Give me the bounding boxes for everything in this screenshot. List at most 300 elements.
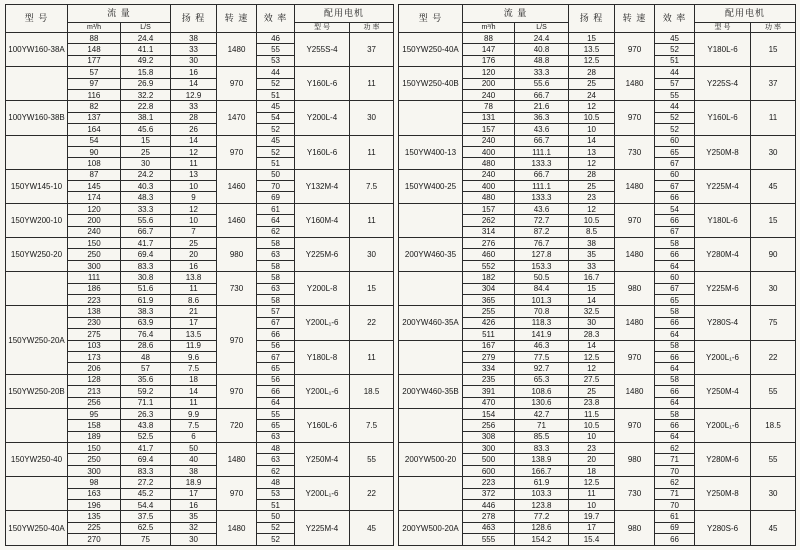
efficiency-cell: 58 — [257, 238, 295, 249]
flow-m3h-cell: 82 — [68, 101, 121, 112]
flow-m3h-cell: 98 — [68, 477, 121, 488]
table-row — [399, 203, 796, 214]
header-head: 扬 程 — [171, 5, 217, 33]
head-cell: 25 — [171, 238, 217, 249]
model-cell — [6, 67, 68, 101]
efficiency-cell: 63 — [257, 454, 295, 465]
flow-m3h-cell: 460 — [463, 249, 515, 260]
head-cell: 10 — [171, 215, 217, 226]
model-cell: 150YW250-20 — [6, 238, 68, 272]
efficiency-cell: 55 — [257, 408, 295, 419]
head-cell: 24 — [569, 89, 615, 100]
efficiency-cell: 60 — [655, 135, 695, 146]
flow-m3h-cell: 157 — [463, 203, 515, 214]
flow-m3h-cell: 145 — [68, 181, 121, 192]
flow-m3h-cell: 240 — [463, 89, 515, 100]
flow-ls-cell: 25 — [121, 146, 171, 157]
flow-ls-cell: 26.9 — [121, 78, 171, 89]
efficiency-cell: 54 — [655, 203, 695, 214]
motor-model-cell: Y280M-6 — [695, 443, 751, 477]
motor-power-cell: 37 — [751, 67, 796, 101]
head-cell: 50 — [171, 443, 217, 454]
flow-m3h-cell: 223 — [68, 294, 121, 305]
head-cell: 10.5 — [569, 112, 615, 123]
speed-cell: 730 — [615, 477, 655, 511]
flow-ls-cell: 83.3 — [121, 465, 171, 476]
head-cell: 17 — [171, 317, 217, 328]
efficiency-cell: 52 — [257, 534, 295, 546]
head-cell: 15 — [569, 33, 615, 44]
model-cell: 150YW250-20A — [6, 306, 68, 374]
flow-m3h-cell: 255 — [463, 306, 515, 317]
flow-m3h-cell: 174 — [68, 192, 121, 203]
head-cell: 40 — [171, 454, 217, 465]
flow-ls-cell: 61.9 — [515, 477, 569, 488]
head-cell: 13.5 — [569, 44, 615, 55]
head-cell: 11.5 — [569, 408, 615, 419]
flow-m3h-cell: 334 — [463, 363, 515, 374]
head-cell: 7.5 — [171, 420, 217, 431]
head-cell: 14 — [569, 340, 615, 351]
head-cell: 14 — [569, 135, 615, 146]
flow-ls-cell: 48.8 — [515, 55, 569, 66]
motor-power-cell: 18.5 — [751, 408, 796, 442]
efficiency-cell: 63 — [257, 283, 295, 294]
flow-m3h-cell: 147 — [463, 44, 515, 55]
speed-cell: 980 — [217, 238, 257, 272]
table-row — [399, 306, 796, 317]
speed-cell: 980 — [615, 511, 655, 546]
table-row — [6, 101, 394, 112]
model-cell: 200YW460-35A — [399, 306, 463, 340]
flow-m3h-cell: 372 — [463, 488, 515, 499]
head-cell: 13 — [171, 169, 217, 180]
flow-ls-cell: 43.6 — [515, 124, 569, 135]
flow-ls-cell: 138.9 — [515, 454, 569, 465]
efficiency-cell: 50 — [257, 169, 295, 180]
flow-m3h-cell: 87 — [68, 169, 121, 180]
head-cell: 25 — [569, 181, 615, 192]
head-cell: 28.3 — [569, 329, 615, 340]
flow-m3h-cell: 279 — [463, 351, 515, 362]
efficiency-cell: 48 — [257, 477, 295, 488]
efficiency-cell: 69 — [257, 192, 295, 203]
efficiency-cell: 66 — [257, 386, 295, 397]
header-flow-ls: L/S — [515, 23, 569, 33]
model-cell: 150YW145-10 — [6, 169, 68, 203]
motor-model-cell: Y200L₁-6 — [295, 477, 350, 511]
flow-ls-cell: 41.7 — [121, 443, 171, 454]
motor-model-cell: Y250M-8 — [695, 135, 751, 169]
efficiency-cell: 51 — [257, 500, 295, 511]
flow-ls-cell: 46.3 — [515, 340, 569, 351]
table-row — [399, 67, 796, 78]
table-row — [6, 306, 394, 317]
motor-model-cell: Y160L-6 — [295, 67, 350, 101]
efficiency-cell: 44 — [257, 67, 295, 78]
efficiency-cell: 69 — [655, 522, 695, 533]
table-row — [399, 101, 796, 112]
speed-cell: 970 — [217, 67, 257, 101]
model-cell — [399, 340, 463, 374]
efficiency-cell: 61 — [655, 511, 695, 522]
head-cell: 12.5 — [569, 351, 615, 362]
motor-model-cell: Y225M-6 — [295, 238, 350, 272]
efficiency-cell: 63 — [257, 431, 295, 442]
flow-ls-cell: 37.5 — [121, 511, 171, 522]
table-row — [399, 272, 796, 283]
speed-cell: 1460 — [217, 169, 257, 203]
flow-m3h-cell: 400 — [463, 181, 515, 192]
efficiency-cell: 53 — [257, 55, 295, 66]
flow-m3h-cell: 304 — [463, 283, 515, 294]
head-cell: 16 — [171, 67, 217, 78]
head-cell: 30 — [569, 317, 615, 328]
flow-ls-cell: 50.5 — [515, 272, 569, 283]
flow-ls-cell: 54.4 — [121, 500, 171, 511]
flow-ls-cell: 55.6 — [121, 215, 171, 226]
flow-ls-cell: 69.4 — [121, 249, 171, 260]
head-cell: 10 — [569, 124, 615, 135]
flow-ls-cell: 72.7 — [515, 215, 569, 226]
flow-ls-cell: 128.6 — [515, 522, 569, 533]
flow-ls-cell: 166.7 — [515, 465, 569, 476]
motor-power-cell: 45 — [751, 169, 796, 203]
right-table-body — [399, 33, 796, 546]
efficiency-cell: 71 — [655, 488, 695, 499]
efficiency-cell: 62 — [257, 226, 295, 237]
table-row — [6, 443, 394, 454]
flow-m3h-cell: 426 — [463, 317, 515, 328]
header-motor-model: 型 号 — [295, 23, 350, 33]
flow-m3h-cell: 88 — [463, 33, 515, 44]
flow-m3h-cell: 308 — [463, 431, 515, 442]
flow-ls-cell: 127.8 — [515, 249, 569, 260]
flow-ls-cell: 30 — [121, 158, 171, 169]
speed-cell: 1480 — [615, 169, 655, 203]
model-cell: 200YW500-20A — [399, 511, 463, 546]
motor-power-cell: 55 — [751, 443, 796, 477]
motor-model-cell: Y160L-6 — [295, 135, 350, 169]
flow-ls-cell: 65.3 — [515, 374, 569, 385]
head-cell: 12 — [171, 203, 217, 214]
efficiency-cell: 57 — [655, 78, 695, 89]
motor-model-cell: Y160L-6 — [695, 101, 751, 135]
flow-ls-cell: 130.6 — [515, 397, 569, 408]
speed-cell: 1460 — [217, 203, 257, 237]
flow-m3h-cell: 275 — [68, 329, 121, 340]
flow-ls-cell: 49.2 — [121, 55, 171, 66]
flow-ls-cell: 103.3 — [515, 488, 569, 499]
speed-cell: 980 — [615, 443, 655, 477]
flow-ls-cell: 75 — [121, 534, 171, 546]
flow-m3h-cell: 148 — [68, 44, 121, 55]
flow-ls-cell: 38.3 — [121, 306, 171, 317]
efficiency-cell: 56 — [257, 340, 295, 351]
efficiency-cell: 58 — [655, 374, 695, 385]
motor-power-cell: 7.5 — [350, 408, 394, 442]
head-cell: 28 — [569, 67, 615, 78]
flow-m3h-cell: 138 — [68, 306, 121, 317]
efficiency-cell: 65 — [655, 294, 695, 305]
table-row — [6, 33, 394, 44]
flow-ls-cell: 38.1 — [121, 112, 171, 123]
efficiency-cell: 63 — [257, 249, 295, 260]
motor-model-cell: Y255S-4 — [295, 33, 350, 67]
flow-m3h-cell: 300 — [463, 443, 515, 454]
efficiency-cell: 53 — [257, 488, 295, 499]
motor-power-cell: 11 — [350, 203, 394, 237]
efficiency-cell: 52 — [655, 112, 695, 123]
flow-m3h-cell: 128 — [68, 374, 121, 385]
head-cell: 30 — [171, 534, 217, 546]
model-cell: 200YW460-35 — [399, 238, 463, 272]
head-cell: 20 — [171, 249, 217, 260]
flow-m3h-cell: 256 — [463, 420, 515, 431]
flow-ls-cell: 48 — [121, 351, 171, 362]
model-cell: 150YW250-20B — [6, 374, 68, 408]
model-cell — [399, 408, 463, 442]
motor-power-cell: 90 — [751, 238, 796, 272]
efficiency-cell: 64 — [655, 329, 695, 340]
flow-ls-cell: 48.3 — [121, 192, 171, 203]
efficiency-cell: 64 — [655, 431, 695, 442]
flow-m3h-cell: 177 — [68, 55, 121, 66]
head-cell: 14 — [171, 135, 217, 146]
flow-m3h-cell: 240 — [68, 226, 121, 237]
efficiency-cell: 66 — [655, 192, 695, 203]
model-cell — [399, 477, 463, 511]
header-model: 型 号 — [6, 5, 68, 33]
efficiency-cell: 65 — [257, 363, 295, 374]
flow-ls-cell: 63.9 — [121, 317, 171, 328]
head-cell: 33 — [569, 260, 615, 271]
flow-ls-cell: 66.7 — [515, 169, 569, 180]
motor-power-cell: 11 — [350, 67, 394, 101]
motor-power-cell: 18.5 — [350, 374, 394, 408]
flow-ls-cell: 51.6 — [121, 283, 171, 294]
flow-ls-cell: 71.1 — [121, 397, 171, 408]
head-cell: 10 — [569, 500, 615, 511]
motor-power-cell: 30 — [350, 101, 394, 135]
efficiency-cell: 70 — [655, 500, 695, 511]
head-cell: 28 — [569, 169, 615, 180]
header-flow: 流 量 — [463, 5, 569, 23]
efficiency-cell: 71 — [655, 454, 695, 465]
table-row — [6, 238, 394, 249]
head-cell: 23.8 — [569, 397, 615, 408]
header-efficiency: 效 率 — [655, 5, 695, 33]
motor-model-cell: Y250M-8 — [695, 477, 751, 511]
speed-cell: 1480 — [217, 443, 257, 477]
head-cell: 8.6 — [171, 294, 217, 305]
efficiency-cell: 51 — [257, 89, 295, 100]
flow-m3h-cell: 391 — [463, 386, 515, 397]
motor-power-cell: 30 — [751, 477, 796, 511]
efficiency-cell: 60 — [655, 169, 695, 180]
efficiency-cell: 58 — [257, 260, 295, 271]
head-cell: 12 — [569, 158, 615, 169]
efficiency-cell: 45 — [257, 135, 295, 146]
header-power: 功 率 — [751, 23, 796, 33]
model-cell: 200YW500-20 — [399, 443, 463, 477]
efficiency-cell: 51 — [655, 55, 695, 66]
head-cell: 21 — [171, 306, 217, 317]
head-cell: 10 — [569, 431, 615, 442]
head-cell: 27.5 — [569, 374, 615, 385]
speed-cell: 970 — [217, 135, 257, 169]
flow-m3h-cell: 250 — [68, 454, 121, 465]
flow-ls-cell: 101.3 — [515, 294, 569, 305]
motor-power-cell: 45 — [350, 511, 394, 546]
flow-m3h-cell: 176 — [463, 55, 515, 66]
head-cell: 33 — [171, 44, 217, 55]
head-cell: 23 — [569, 443, 615, 454]
efficiency-cell: 54 — [257, 112, 295, 123]
table-row — [6, 135, 394, 146]
left-table-body — [6, 33, 394, 546]
efficiency-cell: 55 — [257, 44, 295, 55]
speed-cell: 970 — [217, 374, 257, 408]
head-cell: 35 — [569, 249, 615, 260]
head-cell: 12 — [171, 146, 217, 157]
motor-power-cell: 30 — [751, 272, 796, 306]
flow-m3h-cell: 480 — [463, 192, 515, 203]
efficiency-cell: 58 — [655, 238, 695, 249]
efficiency-cell: 66 — [655, 249, 695, 260]
flow-ls-cell: 71 — [515, 420, 569, 431]
efficiency-cell: 62 — [655, 477, 695, 488]
flow-ls-cell: 43.8 — [121, 420, 171, 431]
table-row — [399, 511, 796, 522]
efficiency-cell: 67 — [257, 351, 295, 362]
efficiency-cell: 66 — [655, 386, 695, 397]
model-cell: 150YW400-25 — [399, 169, 463, 203]
flow-ls-cell: 118.3 — [515, 317, 569, 328]
speed-cell: 1470 — [217, 101, 257, 135]
head-cell: 32.5 — [569, 306, 615, 317]
flow-m3h-cell: 552 — [463, 260, 515, 271]
flow-ls-cell: 141.9 — [515, 329, 569, 340]
header-power: 功 率 — [350, 23, 394, 33]
model-cell — [399, 203, 463, 237]
head-cell: 17 — [569, 522, 615, 533]
flow-m3h-cell: 167 — [463, 340, 515, 351]
flow-ls-cell: 153.3 — [515, 260, 569, 271]
flow-ls-cell: 69.4 — [121, 454, 171, 465]
motor-power-cell: 15 — [751, 203, 796, 237]
flow-m3h-cell: 78 — [463, 101, 515, 112]
flow-m3h-cell: 57 — [68, 67, 121, 78]
flow-m3h-cell: 278 — [463, 511, 515, 522]
motor-power-cell: 11 — [350, 135, 394, 169]
flow-m3h-cell: 276 — [463, 238, 515, 249]
flow-ls-cell: 43.6 — [515, 203, 569, 214]
flow-ls-cell: 40.8 — [515, 44, 569, 55]
head-cell: 38 — [171, 33, 217, 44]
head-cell: 10.5 — [569, 420, 615, 431]
head-cell: 13.5 — [171, 329, 217, 340]
efficiency-cell: 66 — [257, 329, 295, 340]
flow-ls-cell: 77.5 — [515, 351, 569, 362]
flow-ls-cell: 35.6 — [121, 374, 171, 385]
flow-m3h-cell: 157 — [463, 124, 515, 135]
model-cell — [399, 101, 463, 135]
motor-power-cell: 75 — [751, 306, 796, 340]
flow-m3h-cell: 200 — [463, 78, 515, 89]
flow-m3h-cell: 511 — [463, 329, 515, 340]
flow-m3h-cell: 186 — [68, 283, 121, 294]
flow-ls-cell: 21.6 — [515, 101, 569, 112]
head-cell: 14 — [171, 78, 217, 89]
head-cell: 6 — [171, 431, 217, 442]
table-row — [6, 374, 394, 385]
motor-model-cell: Y225M-4 — [295, 511, 350, 546]
model-cell — [6, 272, 68, 306]
motor-model-cell: Y160M-4 — [295, 203, 350, 237]
efficiency-cell: 67 — [655, 226, 695, 237]
efficiency-cell: 58 — [257, 294, 295, 305]
flow-ls-cell: 32.2 — [121, 89, 171, 100]
header-motor-model: 型 号 — [695, 23, 751, 33]
flow-ls-cell: 84.4 — [515, 283, 569, 294]
head-cell: 12 — [569, 203, 615, 214]
flow-ls-cell: 22.8 — [121, 101, 171, 112]
head-cell: 15 — [569, 283, 615, 294]
flow-m3h-cell: 600 — [463, 465, 515, 476]
speed-cell: 970 — [217, 306, 257, 374]
flow-ls-cell: 36.3 — [515, 112, 569, 123]
head-cell: 23 — [569, 192, 615, 203]
motor-power-cell: 22 — [350, 306, 394, 340]
head-cell: 16.7 — [569, 272, 615, 283]
speed-cell: 980 — [615, 272, 655, 306]
motor-power-cell: 45 — [751, 511, 796, 546]
efficiency-cell: 45 — [257, 101, 295, 112]
motor-model-cell: Y280M-4 — [695, 238, 751, 272]
table-row — [399, 408, 796, 419]
efficiency-cell: 60 — [655, 272, 695, 283]
flow-m3h-cell: 240 — [463, 135, 515, 146]
head-cell: 12.9 — [171, 89, 217, 100]
motor-model-cell: Y200L₁-6 — [695, 340, 751, 374]
flow-ls-cell: 133.3 — [515, 192, 569, 203]
efficiency-cell: 58 — [655, 408, 695, 419]
motor-power-cell: 7.5 — [350, 169, 394, 203]
motor-power-cell: 11 — [350, 340, 394, 374]
efficiency-cell: 67 — [655, 158, 695, 169]
efficiency-cell: 64 — [655, 260, 695, 271]
flow-m3h-cell: 230 — [68, 317, 121, 328]
header-head: 扬 程 — [569, 5, 615, 33]
efficiency-cell: 62 — [257, 465, 295, 476]
efficiency-cell: 52 — [257, 78, 295, 89]
right-spec-table-panel — [398, 4, 795, 546]
motor-model-cell: Y132M-4 — [295, 169, 350, 203]
efficiency-cell: 67 — [257, 317, 295, 328]
header-motor: 配用电机 — [695, 5, 796, 23]
model-cell: 150YW250-40B — [399, 67, 463, 101]
model-cell: 150YW200-10 — [6, 203, 68, 237]
flow-m3h-cell: 189 — [68, 431, 121, 442]
efficiency-cell: 45 — [655, 33, 695, 44]
head-cell: 11 — [171, 397, 217, 408]
head-cell: 30 — [171, 55, 217, 66]
head-cell: 14 — [569, 294, 615, 305]
head-cell: 17 — [171, 488, 217, 499]
head-cell: 20 — [569, 454, 615, 465]
efficiency-cell: 66 — [655, 317, 695, 328]
